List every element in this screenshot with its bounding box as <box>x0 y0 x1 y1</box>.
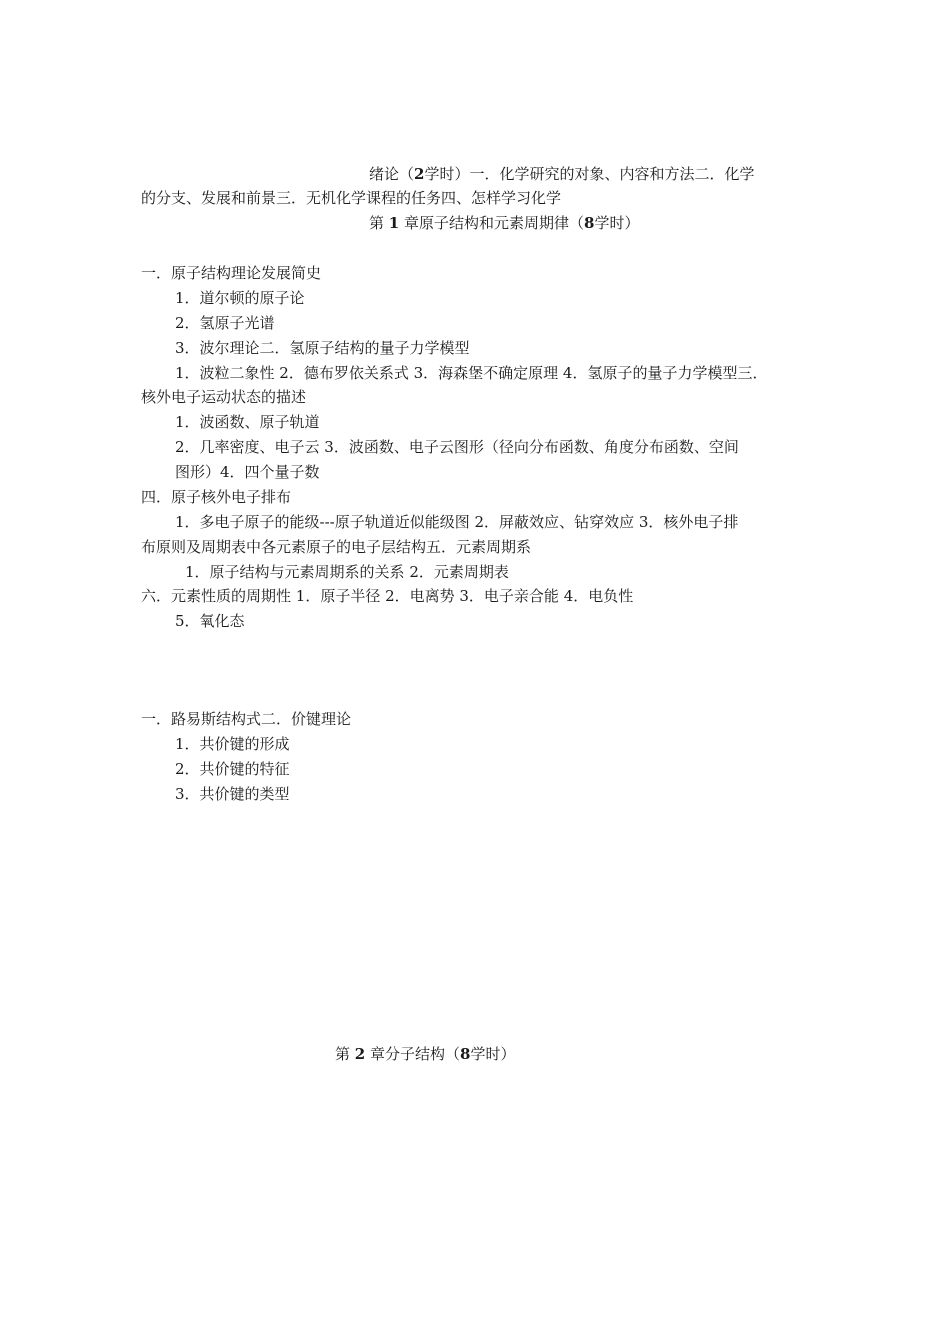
list-item: 1．共价键的形成 <box>175 735 290 753</box>
intro-text: 绪论（ <box>369 165 415 183</box>
heading-text: 章原子结构和元素周期律（ <box>399 214 584 232</box>
list-item-continuation: 核外电子运动状态的描述 <box>141 388 307 406</box>
intro-hours: 2 <box>414 165 425 183</box>
list-item: 3．共价键的类型 <box>175 785 290 803</box>
heading-text: 学时） <box>594 214 640 232</box>
list-item: 2．几率密度、电子云 3．波函数、电子云图形（径向分布函数、角度分布函数、空间 <box>175 438 739 456</box>
list-item-continuation: 图形）4．四个量子数 <box>175 463 320 481</box>
list-item: 1．原子结构与元素周期系的关系 2．元素周期表 <box>185 563 509 581</box>
chapter-hours: 8 <box>584 214 595 232</box>
heading-text: 学时） <box>470 1045 516 1063</box>
chapter1-heading <box>369 213 639 233</box>
list-item-continuation: 布原则及周期表中各元素原子的电子层结构五．元素周期系 <box>141 538 532 556</box>
section-title: 六．元素性质的周期性 1．原子半径 2．电离势 3．电子亲合能 4．电负性 <box>141 587 634 605</box>
list-item: 1．道尔顿的原子论 <box>175 289 305 307</box>
list-item: 5．氧化态 <box>175 612 245 630</box>
intro-line-1 <box>369 164 754 184</box>
chapter-number: 1 <box>388 214 400 232</box>
heading-text: 第 <box>369 214 389 232</box>
intro-line-2: 的分支、发展和前景三．无机化学课程的任务四、怎样学习化学 <box>141 189 562 207</box>
section-title: 一．原子结构理论发展简史 <box>141 264 322 282</box>
section-title: 四．原子核外电子排布 <box>141 488 292 506</box>
list-item: 1．波粒二象性 2．德布罗依关系式 3．海森堡不确定原理 4．氢原子的量子力学模型三． <box>175 364 768 382</box>
intro-text: 学时）一．化学研究的对象、内容和方法二．化学 <box>424 165 755 183</box>
list-item: 2．共价键的特征 <box>175 760 290 778</box>
heading-text: 第 <box>335 1045 355 1063</box>
chapter-hours: 8 <box>460 1045 471 1063</box>
chapter2-heading <box>335 1044 515 1064</box>
section-title: 一．路易斯结构式二．价键理论 <box>141 710 352 728</box>
chapter-number: 2 <box>354 1045 366 1063</box>
list-item: 1．波函数、原子轨道 <box>175 413 320 431</box>
list-item: 3．波尔理论二．氢原子结构的量子力学模型 <box>175 339 470 357</box>
list-item: 2．氢原子光谱 <box>175 314 275 332</box>
list-item: 1．多电子原子的能级---原子轨道近似能级图 2．屏蔽效应、钻穿效应 3．核外电子排 <box>175 513 739 531</box>
heading-text: 章分子结构（ <box>365 1045 460 1063</box>
